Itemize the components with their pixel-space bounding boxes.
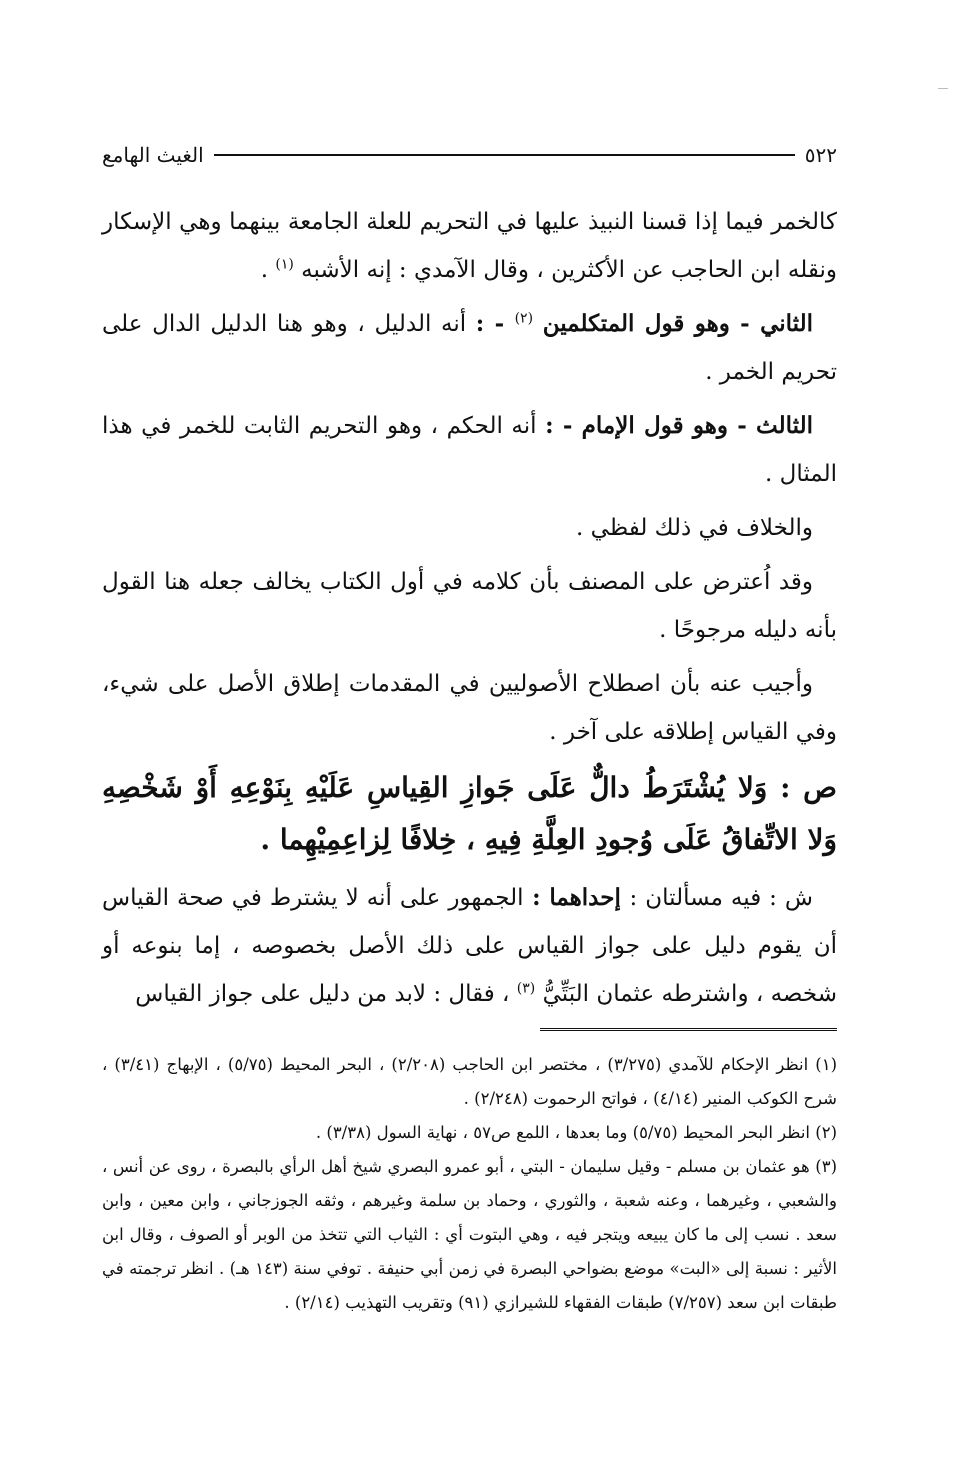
paragraph-5: وقد اُعترض على المصنف بأن كلامه في أول الكتاب يخالف جعله هنا القول بأنه دليله مرجوحًا .	[102, 569, 837, 643]
paragraph-7: ش : فيه مسألتان : إحداهما : الجمهور على أنه لا يشترط في صحة القياس أن يقوم دليل على جواز القياس على ذلك الأصل بخصوصه ، إما بنوعه أو شخصه ، واشترطه عثمان البَتِّيُّ $^{(٣)}$ ، فقال : لابد من دليل على جواز القياس	[102, 884, 837, 1007]
paragraph-6: وأجيب عنه بأن اصطلاح الأصوليين في المقدمات إطلاق الأصل على شيء، وفي القياس إطلاقه على آخر .	[102, 671, 837, 745]
running-header	[102, 140, 837, 170]
paragraph-4: والخلاف في ذلك لفظي .	[576, 515, 813, 541]
paragraph-1: كالخمر فيما إذا قسنا النبيذ عليها في التحريم للعلة الجامعة بينهما وهي الإسكار ونقله ابن الحاجب عن الأكثرين ، وقال الآمدي : إنه الأشبه $^{(١)}$ .	[102, 209, 837, 283]
scan-mark	[938, 88, 948, 89]
footnote-ref-3[interactable]: (٣)	[516, 980, 536, 997]
footnote-3: (٣) هو عثمان بن مسلم - وقيل سليمان - البتي ، أبو عمرو البصري شيخ أهل الرأي بالبصرة ، روى عن أنس ، والشعبي ، وغيرهما ، وعنه شعبة ، والثوري ، وحماد بن سلمة وغيرهم ، وثقه الجوزجاني ، وابن معين ، وابن سعد . نسب إلى ما كان يبيعه ويتجر فيه ، وهي البتوت أي : الثياب التي تتخذ من الوبر أو الصوف ، وقال ابن الأثير : نسبة إلى «البت» موضع بضواحي البصرة في زمن أبي حنيفة . توفي سنة (١٤٣ هـ) . انظر ترجمته في طبقات ابن سعد (٧/٢٥٧) طبقات الفقهاء للشيرازي (٩١) وتقريب التهذيب (٢/١٤) .	[102, 1157, 837, 1312]
matn-text: ص : وَلا يُشْتَرَطُ دالٌّ عَلَى جَوازِ القِياسِ عَلَيْهِ بِنَوْعِهِ أَوْ شَخْصِهِ وَلا الاتِّفاقُ عَلَى وُجودِ العِلَّةِ فِيهِ ، خِلافًا لِزاعِمِيْهِما .	[102, 771, 837, 856]
footnote-1: (١) انظر الإحكام للآمدي (٣/٢٧٥) ، مختصر ابن الحاجب (٢/٢٠٨) ، البحر المحيط (٥/٧٥) ، الإبهاج (٣/٤١) ، شرح الكوكب المنير (٤/١٤) ، فواتح الرحموت (٢/٢٤٨) .	[102, 1055, 838, 1108]
main-text	[102, 198, 837, 1024]
paragraph-2: الثاني - وهو قول المتكلمين $^{(٢)}$ - : أنه الدليل ، وهو هنا الدليل الدال على تحريم الخمر .	[102, 310, 837, 385]
page-number: ٥٢٢	[804, 143, 837, 167]
book-title: الغيث الهامع	[102, 143, 204, 167]
footnote-2: (٢) انظر البحر المحيط (٥/٧٥) وما بعدها ، اللمع ص٥٧ ، نهاية السول (٣/٣٨) .	[315, 1123, 837, 1142]
footnote-separator	[540, 1028, 837, 1031]
footnotes	[102, 1048, 837, 1320]
header-rule	[214, 154, 795, 156]
paragraph-3: الثالث - وهو قول الإمام - : أنه الحكم ، وهو التحريم الثابت للخمر في هذا المثال .	[102, 412, 837, 487]
footnote-ref-2[interactable]: (٢)	[514, 310, 534, 327]
footnote-ref-1[interactable]: (١)	[275, 256, 294, 273]
